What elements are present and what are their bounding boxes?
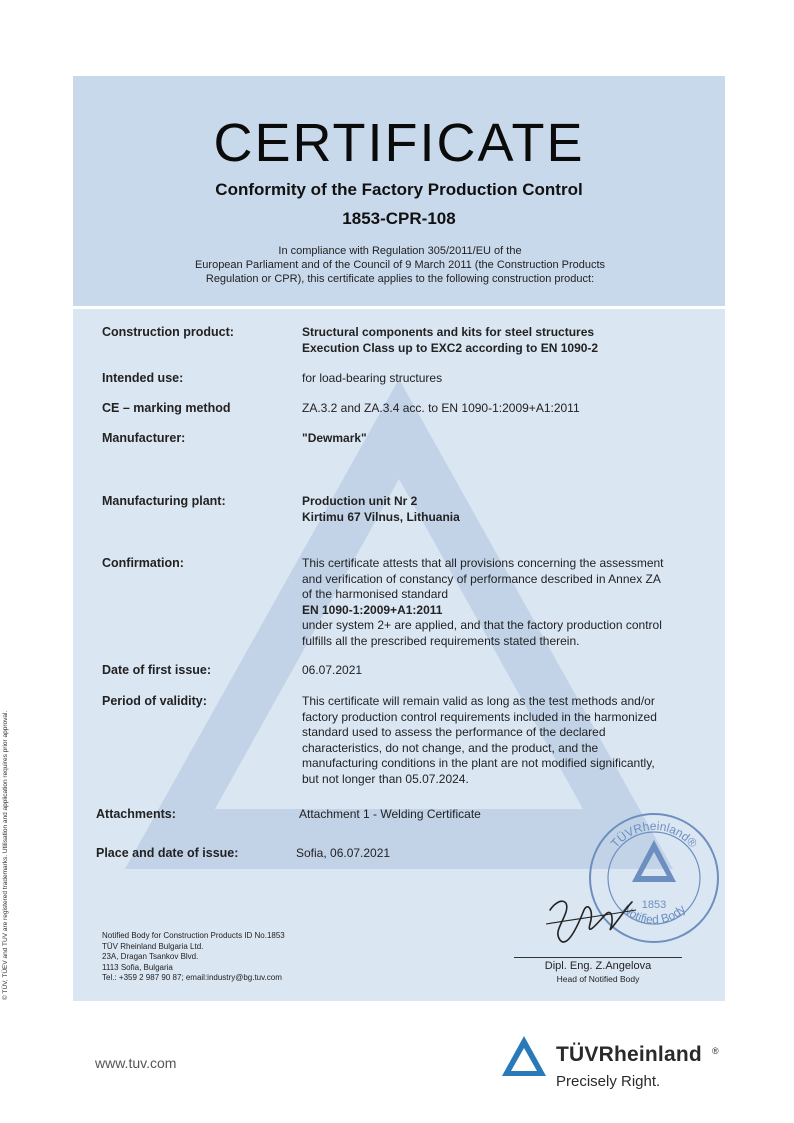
place-date-label: Place and date of issue: xyxy=(96,846,239,860)
construction-product-line: Structural components and kits for steel structures xyxy=(302,325,595,339)
brand-tagline: Precisely Right. xyxy=(556,1073,661,1090)
construction-product-line: Execution Class up to EXC2 according to EN 1090-2 xyxy=(302,340,599,355)
compliance-line: European Parliament and of the Council of 9 March 2011 (the Construction Products xyxy=(194,259,606,271)
signatory-name: Dipl. Eng. Z.Angelova xyxy=(544,960,652,972)
stamp-top-text: TÜVRheinland® xyxy=(607,818,700,851)
ce-marking-label: CE – marking method xyxy=(102,401,231,415)
notified-body-line: 23A, Dragan Tsankov Blvd. xyxy=(102,952,199,961)
notified-body-line: TÜV Rheinland Bulgaria Ltd. xyxy=(102,941,204,951)
validity-line: This certificate will remain valid as long as the test methods and/or xyxy=(302,694,655,708)
manufacturer-value: "Dewmark" xyxy=(302,431,367,445)
trademark-side-note: © TÜV, TÜEV and TUV are registered trademarks. Utilisation and application requires prior approval. xyxy=(2,710,9,1000)
compliance-line: In compliance with Regulation 305/2011/EU of the xyxy=(278,245,522,257)
certificate-number: 1853-CPR-108 xyxy=(342,209,456,228)
confirmation-line: of the harmonised standard xyxy=(302,587,449,601)
stamp-number: 1853 xyxy=(641,899,667,911)
notified-body-info xyxy=(102,931,285,984)
confirmation-value xyxy=(302,556,664,649)
confirmation-line: fulfills all the prescribed requirements stated therein. xyxy=(302,633,580,648)
confirmation-standard: EN 1090-1:2009+A1:2011 xyxy=(302,602,443,617)
compliance-statement xyxy=(150,244,650,286)
confirmation-line: under system 2+ are applied, and that the factory production control xyxy=(302,618,662,632)
notified-body-line: Notified Body for Construction Products ID No.1853 xyxy=(102,931,285,940)
manufacturer-label: Manufacturer: xyxy=(102,431,186,445)
attachments-label: Attachments: xyxy=(96,807,176,821)
signatory-role: Head of Notified Body xyxy=(556,974,640,984)
tuv-logo-icon xyxy=(500,1034,548,1078)
ce-marking-value: ZA.3.2 and ZA.3.4 acc. to EN 1090-1:2009+A1:2011 xyxy=(302,401,580,415)
validity-line: standard used to assess the performance of the declared xyxy=(302,725,606,739)
signature-line xyxy=(514,957,682,958)
validity-line: characteristics, do not change, and the product, and the xyxy=(302,740,599,755)
manufacturing-plant-value xyxy=(302,494,460,525)
manufacturing-plant-line: Production unit Nr 2 xyxy=(302,494,418,508)
certificate-subtitle: Conformity of the Factory Production Control xyxy=(215,180,583,199)
confirmation-line: This certificate attests that all provisions concerning the assessment xyxy=(302,556,664,570)
brand-name: TÜVRheinland xyxy=(556,1043,702,1066)
validity-line: but not longer than 05.07.2024. xyxy=(302,771,469,786)
validity-line: factory production control requirements included in the harmonized xyxy=(302,709,657,724)
intended-use-value: for load-bearing structures xyxy=(302,371,443,385)
validity-line: manufacturing conditions in the plant are not modified significantly, xyxy=(302,756,655,770)
validity-value xyxy=(302,694,657,787)
confirmation-label: Confirmation: xyxy=(102,556,184,570)
construction-product-value xyxy=(302,325,598,356)
handwritten-signature xyxy=(540,880,640,960)
notified-body-line: Tel.: +359 2 987 90 87; email:industry@bg.tuv.com xyxy=(102,973,282,982)
manufacturing-plant-line: Kirtimu 67 Vilnus, Lithuania xyxy=(302,509,460,524)
first-issue-value: 06.07.2021 xyxy=(302,663,363,677)
confirmation-line: and verification of constancy of performance described in Annex ZA xyxy=(302,571,661,586)
construction-product-label: Construction product: xyxy=(102,325,234,339)
attachments-value: Attachment 1 - Welding Certificate xyxy=(299,807,481,821)
validity-label: Period of validity: xyxy=(102,694,207,708)
notified-body-line: 1113 Sofia, Bulgaria xyxy=(102,962,173,972)
stamp-bottom-text: Notified Body xyxy=(619,901,689,927)
brand-registered-mark: ® xyxy=(712,1046,719,1056)
first-issue-label: Date of first issue: xyxy=(102,663,212,677)
certificate-title: CERTIFICATE xyxy=(213,113,585,173)
intended-use-label: Intended use: xyxy=(102,371,184,385)
website-link[interactable]: www.tuv.com xyxy=(95,1055,177,1071)
place-date-value: Sofia, 06.07.2021 xyxy=(296,846,391,860)
compliance-line: Regulation or CPR), this certificate applies to the following construction product: xyxy=(205,273,595,285)
manufacturing-plant-label: Manufacturing plant: xyxy=(102,494,226,508)
